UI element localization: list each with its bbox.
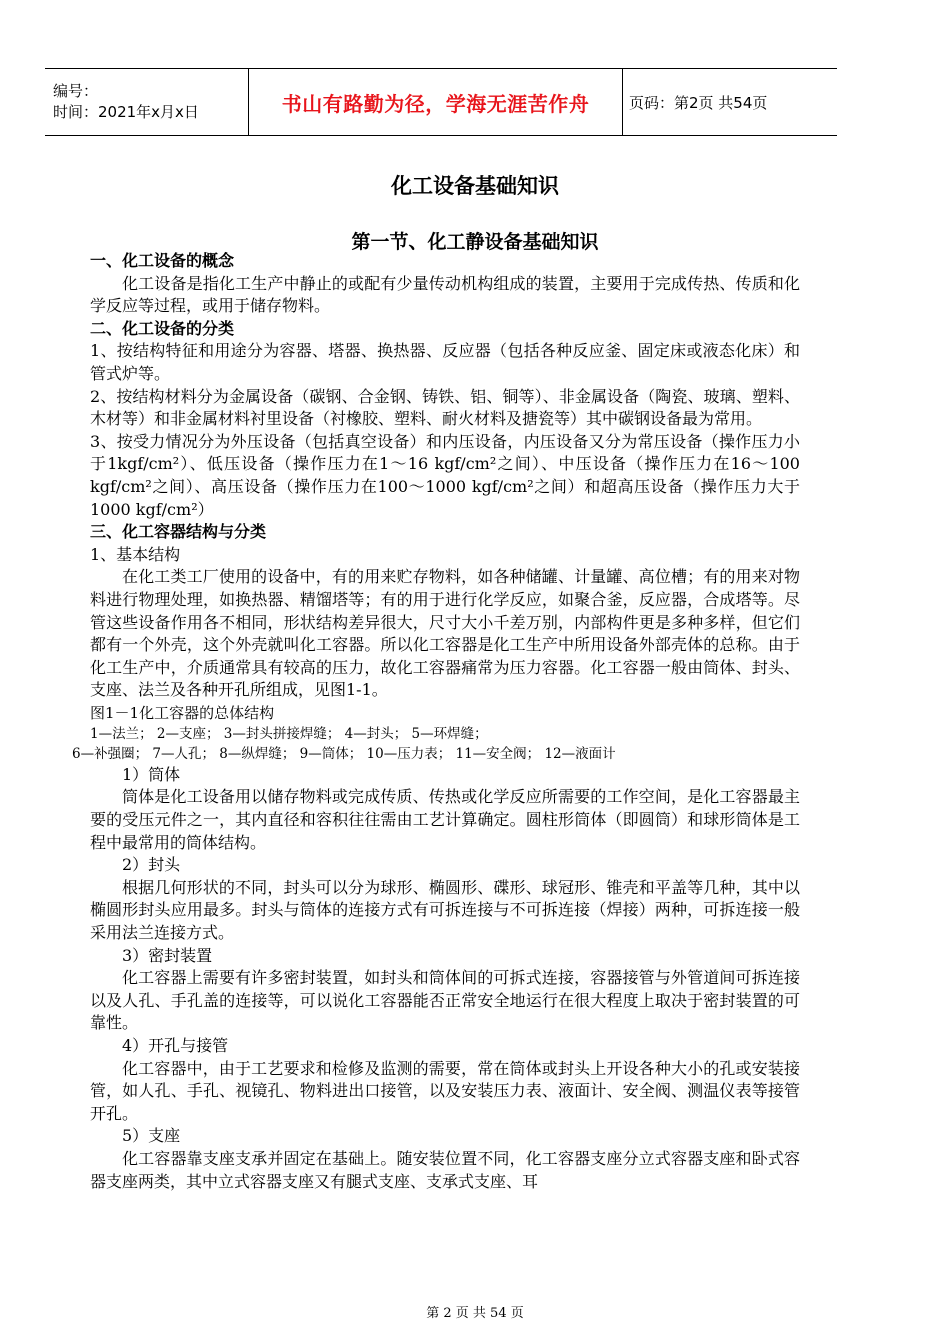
item-heading: 5）支座: [122, 1126, 181, 1146]
paragraph: 根据几何形状的不同，封头可以分为球形、椭圆形、碟形、球冠形、锥壳和平盖等几种，其中以椭圆形封头应用最多。封头与筒体的连接方式有可拆连接与不可拆连接（焊接）两种，可拆连接一般采用法兰连接方式。: [90, 877, 800, 943]
subheading: 1、基本结构: [90, 544, 181, 564]
document-number: 编号：: [53, 82, 99, 100]
header-page-number: 页码：第2页 共54页: [629, 93, 768, 112]
figure-caption: 图1－1化工容器的总体结构: [90, 703, 275, 722]
paragraph: 筒体是化工设备用以储存物料或完成传质、传热或化学反应所需要的工作空间，是化工容器最主要的受压元件之一，其内直径和容积往往需由工艺计算确定。圆柱形筒体（即圆筒）和球形筒体是工程中最常用的筒体结构。: [90, 787, 800, 852]
heading-structure: 三、化工容器结构与分类: [90, 522, 267, 542]
paragraph: 在化工类工厂使用的设备中，有的用来贮存物料，如各种储罐、计量罐、高位槽；有的用来对物料进行物理处理，如换热器、精馏塔等；有的用于进行化学反应，如聚合釜，反应器，合成塔等。尽管这些设备作用各不相同，形状结构差异很大，尺寸大小千差万别，内部构件更是多种多样，但它们都有一个外壳，这个外壳就叫化工容器。所以化工容器是化工生产中所用设备外部壳体的总称。由于化工生产中，介质通常具有较高的压力，故化工容器痛常为压力容器。化工容器一般由筒体、封头、支座、法兰及各种开孔所组成，见图1-1。: [90, 567, 800, 700]
document-body: [72, 250, 800, 1193]
page-footer: 第 2 页 共 54 页: [426, 1306, 524, 1321]
paragraph: 1、按结构特征和用途分为容器、塔器、换热器、反应器（包括各种反应釜、固定床或液态化床）和管式炉等。: [90, 341, 800, 383]
paragraph: 化工设备是指化工生产中静止的或配有少量传动机构组成的装置，主要用于完成传热、传质和化学反应等过程，或用于储存物料。: [90, 273, 800, 316]
section-title: 第一节、化工静设备基础知识: [351, 231, 599, 253]
item-heading: 4）开孔与接管: [122, 1036, 229, 1055]
page-header: [45, 68, 837, 136]
header-motto-cell: [248, 69, 623, 135]
paragraph: 2、按结构材料分为金属设备（碳钢、合金钢、铸铁、铝、铜等）、非金属设备（陶瓷、玻璃、塑料、木材等）和非金属材料衬里设备（衬橡胶、塑料、耐火材料及搪瓷等）其中碳钢设备最为常用。: [90, 386, 800, 429]
item-heading: 3）密封装置: [122, 945, 213, 965]
document-date: 时间：2021年x月x日: [53, 103, 199, 121]
figure-legend: 6—补强圈； 7—人孔； 8—纵焊缝； 9—筒体； 10—压力表； 11—安全阀； 12—液面计: [72, 745, 616, 762]
heading-classification: 二、化工设备的分类: [90, 318, 235, 338]
paragraph: 化工容器靠支座支承并固定在基础上。随安装位置不同，化工容器支座分立式容器支座和卧式容器支座两类，其中立式容器支座又有腿式支座、支承式支座、耳: [90, 1148, 800, 1191]
paragraph: 化工容器上需要有许多密封装置，如封头和筒体间的可拆式连接，容器接管与外管道间可拆连接以及人孔、手孔盖的连接等，可以说化工容器能否正常安全地运行在很大程度上取决于密封装置的可靠性。: [90, 968, 800, 1033]
figure-legend: 1—法兰； 2—支座； 3—封头拼接焊缝； 4—封头； 5—环焊缝；: [90, 725, 488, 742]
heading-concept: 一、化工设备的概念: [90, 251, 235, 270]
header-meta: [45, 69, 248, 135]
header-motto: 书山有路勤为径，学海无涯苦作舟: [281, 91, 590, 116]
item-heading: 1）筒体: [122, 764, 181, 784]
paragraph: 化工容器中，由于工艺要求和检修及监测的需要，常在筒体或封头上开设各种大小的孔或安装接管，如人孔、手孔、视镜孔、物料进出口接管，以及安装压力表、液面计、安全阀、测温仪表等接管开孔。: [90, 1058, 800, 1123]
paragraph: 3、按受力情况分为外压设备（包括真空设备）和内压设备，内压设备又分为常压设备（操作压力小于1kgf/cm²）、低压设备（操作压力在1～16 kgf/cm²之间）、中压设备（操作压力在16～100 kgf/cm²之间）、高压设备（操作压力在100～1000 kgf/cm²之间）和超高压设备（操作压力大于1000 kgf/cm²）: [90, 431, 800, 519]
item-heading: 2）封头: [122, 855, 181, 875]
document-title: 化工设备基础知识: [391, 174, 559, 198]
